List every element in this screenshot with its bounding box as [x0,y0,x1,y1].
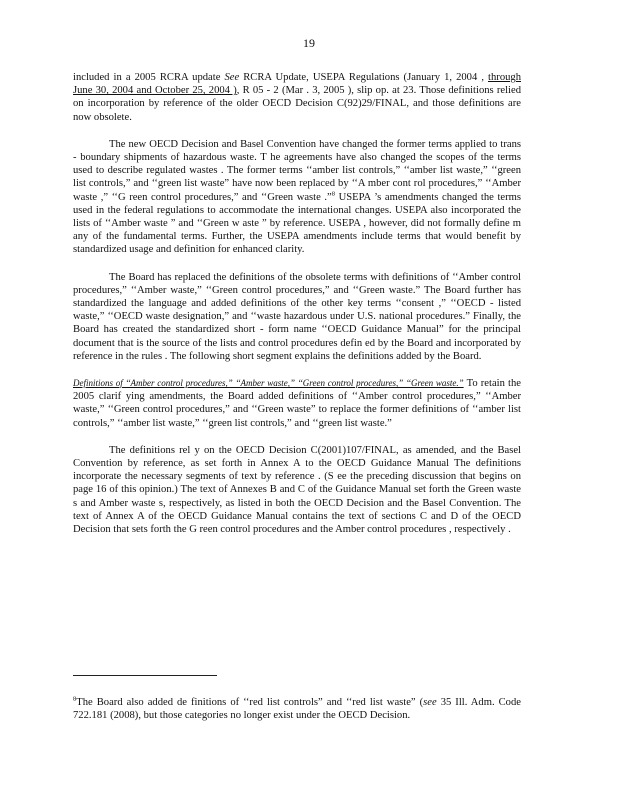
paragraph-board-replaced: The Board has replaced the definitions of the obsolete terms with definitions of ‘‘Amber control procedures,” ‘‘Amber waste,” ‘‘Green control procedures,” and ‘‘Green waste.” The Board further has standardized the language and added definitions of the other key terms ‘‘consent ,” ‘‘OECD - listed waste,” ‘‘OECD waste designation,” and ‘‘waste hazardous under U.S. national procedures.” Finally, the Board has created the standardized short - form name ‘‘OECD Guidance Manual” for the principal document that is the source of the lists and control procedures defin ed by the Board and incorporated by reference in the rules . The following short segment explains the definitions added by the Board. [73,271,521,362]
footnote [73,696,521,722]
p4-text: To retain the 2005 clarif ying amendments, the Board added definitions of ‘‘Amber control procedures,” ‘‘Amber waste,” ‘‘Green control procedures,” and ‘‘Green waste” to replace the former definitions of ‘‘amber list controls,” ‘‘amber list waste,” ‘‘green list controls,” and ‘‘green list waste.” [73,378,521,429]
footnote-divider [73,675,217,676]
footnote-text [73,696,521,722]
footnote-marker: 8 [73,695,77,703]
footnote-see-signal: see [423,697,437,708]
paragraph-oecd-decision [73,138,521,257]
p2-text-a: The new OECD Decision and Basel Convention have changed the former terms applied to trans - boundary shipments of hazardous waste. T he agreements have also changed the scopes of the terms used to describe regulated wastes . The former terms ‘‘amber list controls,” ‘‘amber list waste,” ‘‘green list controls,” and ‘‘green list waste” have now been replaced by ‘‘A mber cont rol procedures,” ‘‘Amber waste ,” ‘‘G reen control procedures,” and ‘‘Green waste .” [73,138,521,203]
p1-underlined-dates: through June 30, 2004 and October 25, 2004 ) [73,72,522,97]
see-signal: See [224,72,240,83]
page-number: 19 [303,36,315,50]
p2-text-b: USEPA ’s amendments changed the terms used in the federal regulations to accommodate the international changes. USEPA also incorporated the lists of ‘‘Amber waste ” and ‘‘Green w aste ” by reference. USEPA , however, did not formally define m any of the fundamental terms. Further, the USEPA amendments include terms that would benefit by standardized usage and definition for enhanced clarity. [73,191,521,256]
p1-text-c: , R 05 - 2 (Mar . 3, 2005 ), slip op. at 23. Those definitions relied on incorporation by reference of the older OECD Decision C(92)29/FINAL, and those definitions are now obsolete. [73,85,521,123]
p1-text-a: included in a 2005 RCRA update [73,72,225,83]
footnote-reference: 8 [331,190,336,198]
paragraph-definitions-rely: The definitions rel y on the OECD Decision C(2001)107/FINAL, as amended, and the Basel Convention by reference, as set forth in Annex A to the OECD Guidance Manual The definitions incorporate the necessary segments of text by reference . (S ee the preceding discussion that begins on page 16 of this opinion.) The text of Annexes B and C of the Guidance Manual set forth the Green waste s and Amber waste s, respectively, as listed in both the OECD Decision and the Basel Convention. The text of Annex A of the OECD Guidance Manual contains the text of sections C and D of the OECD Decision that sets forth the G reen control procedures and the Amber control procedures , respectively . [73,444,521,536]
footnote-text-a: The Board also added de finitions of ‘‘red list controls” and ‘‘red list waste” ( [76,697,424,708]
footnote-text-b: 35 Ill. Adm. Code 722.181 (2008), but those categories no longer exist under the OECD Decision. [73,697,521,722]
p1-text-b: RCRA Update, USEPA Regulations (January 1, 2004 , [239,72,489,83]
paragraph-rcra-update [73,71,521,124]
page-body [73,71,521,550]
definitions-heading: Definitions of ‘‘Amber control procedures,” ‘‘Amber waste,” ‘‘Green control procedures,” ‘‘Green waste.” [73,378,464,389]
paragraph-definitions [73,377,521,430]
